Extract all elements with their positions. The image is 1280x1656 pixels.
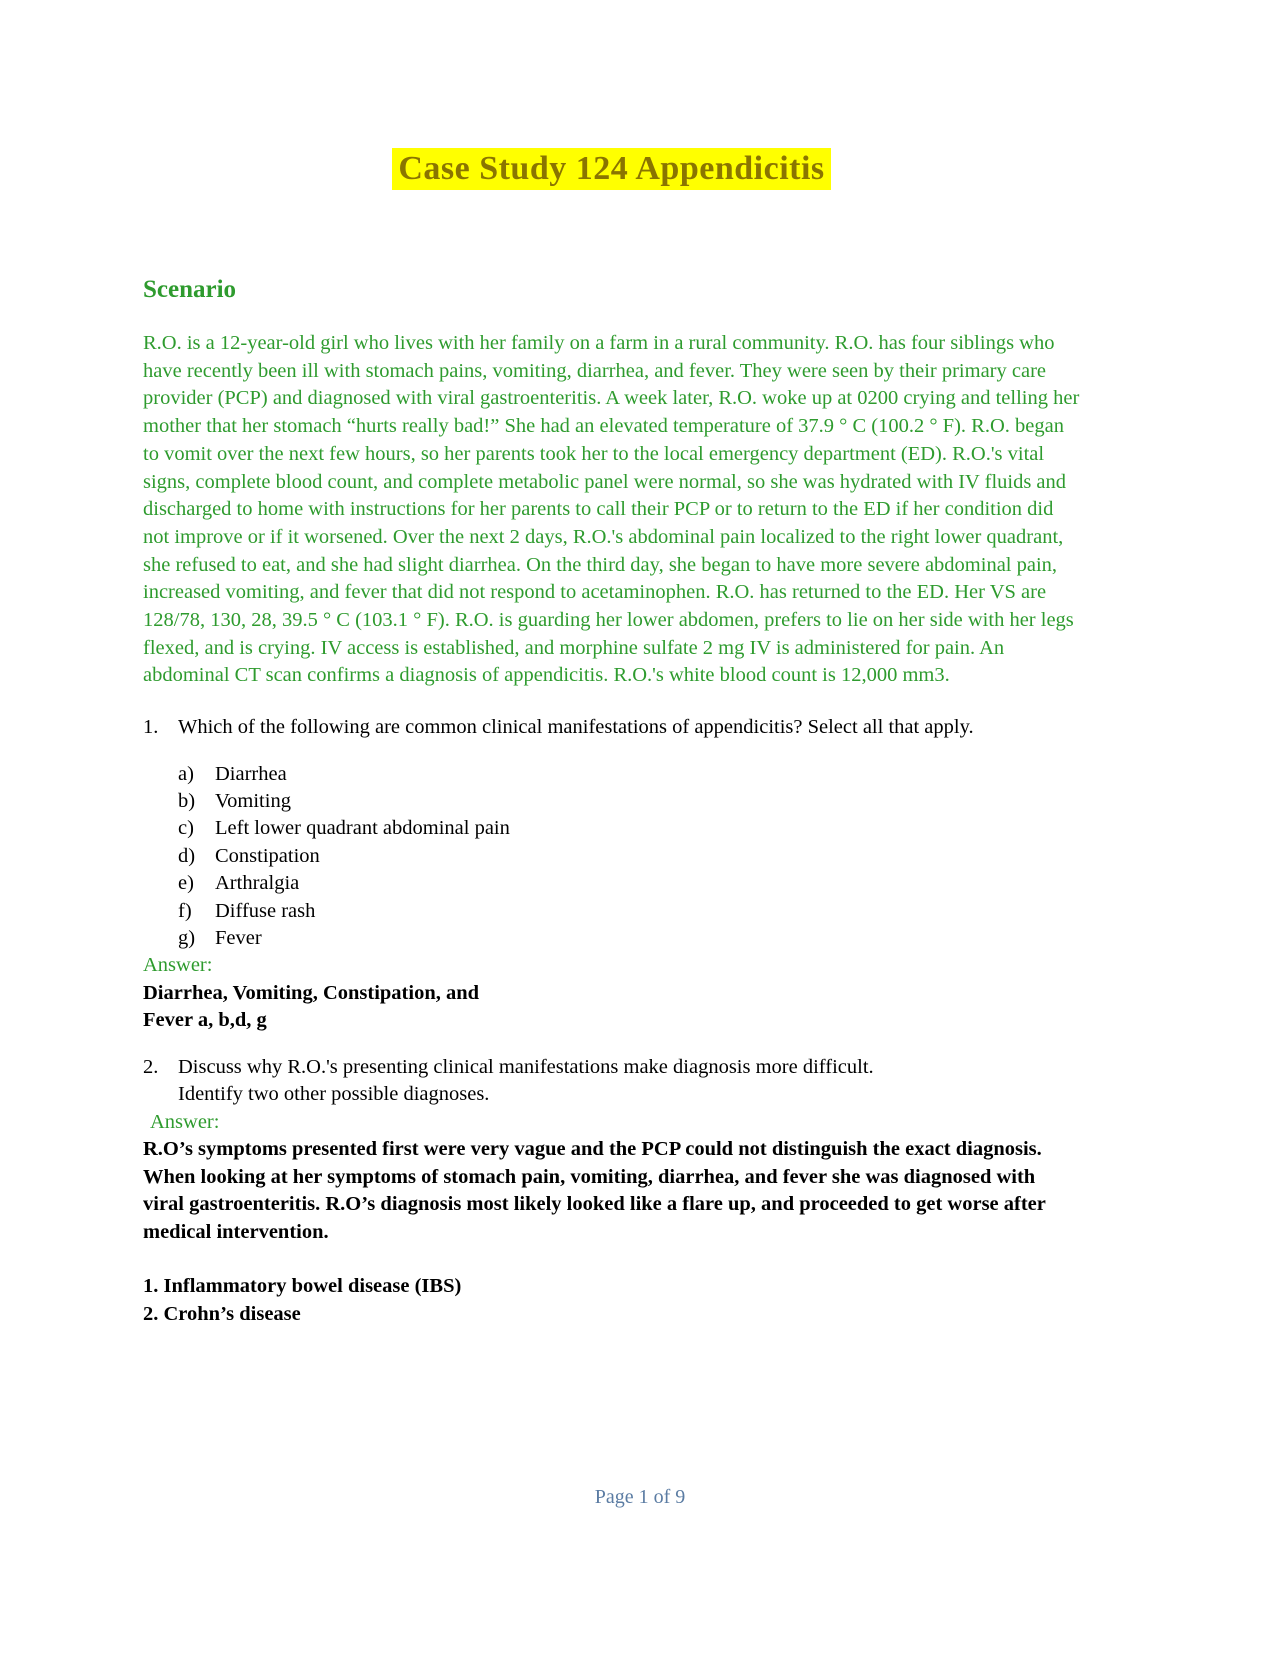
question-1-text: Which of the following are common clinical manifestations of appendicitis? Select all that apply. [178,716,974,739]
question-2-answer-body: R.O’s symptoms presented first were very vague and the PCP could not distinguish the exact diagnosis. When looking at her symptoms of stomach pain, vomiting, diarrhea, and fever she was diagnosed with viral gastroenteritis. R.O’s diagnosis most likely looked like a flare up, and proceeded to get worse after medical intervention. [143,1138,1046,1243]
option-b [178,788,1080,815]
option-c-text: Left lower quadrant abdominal pain [215,817,510,840]
question-2-number: 2. [143,1055,159,1078]
scenario-heading: Scenario [143,276,237,303]
question-1-answer-label: Answer: [143,954,213,977]
option-c [178,815,1080,842]
question-1-answer-line2: Fever a, b,d, g [143,1009,267,1032]
option-d [178,843,1080,870]
page-footer: Page 1 of 9 [594,1486,686,1508]
option-a-text: Diarrhea [215,762,287,785]
question-2-answer-label: Answer: [150,1110,220,1133]
option-g-letter: g) [178,927,196,950]
question-1 [143,714,1080,742]
title-wrap [143,148,1080,190]
diagnosis-2: 2. Crohn’s disease [143,1302,301,1325]
option-f-text: Diffuse rash [215,899,316,922]
option-f-letter: f) [178,899,192,922]
option-b-text: Vomiting [215,790,291,813]
option-c-letter: c) [178,817,194,840]
option-b-letter: b) [178,790,196,813]
option-e [178,870,1080,897]
diagnosis-1: 1. Inflammatory bowel disease (IBS) [143,1275,462,1298]
question-1-number: 1. [143,716,159,739]
option-d-letter: d) [178,844,196,867]
page-title: Case Study 124 Appendicitis [392,148,830,190]
option-a-letter: a) [178,762,194,785]
option-g [178,925,1080,952]
option-g-text: Fever [215,927,262,950]
option-d-text: Constipation [215,844,320,867]
question-1-answer-line1: Diarrhea, Vomiting, Constipation, and [143,981,480,1004]
option-f [178,898,1080,925]
question-1-options [178,761,1080,953]
diagnoses-list [143,1273,1080,1328]
scenario-paragraph: R.O. is a 12-year-old girl who lives with her family on a farm in a rural community. R.O. has four siblings who have recently been ill with stomach pains, vomiting, diarrhea, and fever. They were seen by their primary care provider (PCP) and diagnosed with viral gastroenteritis. A week later, R.O. woke up at 0200 crying and telling her mother that her stomach “hurts really bad!” She had an elevated temperature of 37.9 ° C (100.2 ° F). R.O. began to vomit over the next few hours, so her parents took her to the local emergency department (ED). R.O.'s vital signs, complete blood count, and complete metabolic panel were normal, so she was hydrated with IV fluids and discharged to home with instructions for her parents to call their PCP or to return to the ED if her condition did not improve or if it worsened. Over the next 2 days, R.O.'s abdominal pain localized to the right lower quadrant, she refused to eat, and she had slight diarrhea. On the third day, she began to have more severe abdominal pain, increased vomiting, and fever that did not respond to acetaminophen. R.O. has returned to the ED. Her VS are 128/78, 130, 28, 39.5 ° C (103.1 ° F). R.O. is guarding her lower abdomen, prefers to lie on her side with her legs flexed, and is crying. IV access is established, and morphine sulfate 2 mg IV is administered for pain. An abdominal CT scan confirms a diagnosis of appendicitis. R.O.'s white blood count is 12,000 mm3. [143,332,1080,687]
question-2-line2: Identify two other possible diagnoses. [178,1083,490,1106]
option-a [178,761,1080,788]
option-e-letter: e) [178,872,194,895]
question-2-line1: Discuss why R.O.'s presenting clinical manifestations make diagnosis more difficult. [178,1055,874,1078]
question-2-block [143,1054,1080,1329]
question-2 [143,1054,1080,1082]
option-e-text: Arthralgia [215,872,300,895]
